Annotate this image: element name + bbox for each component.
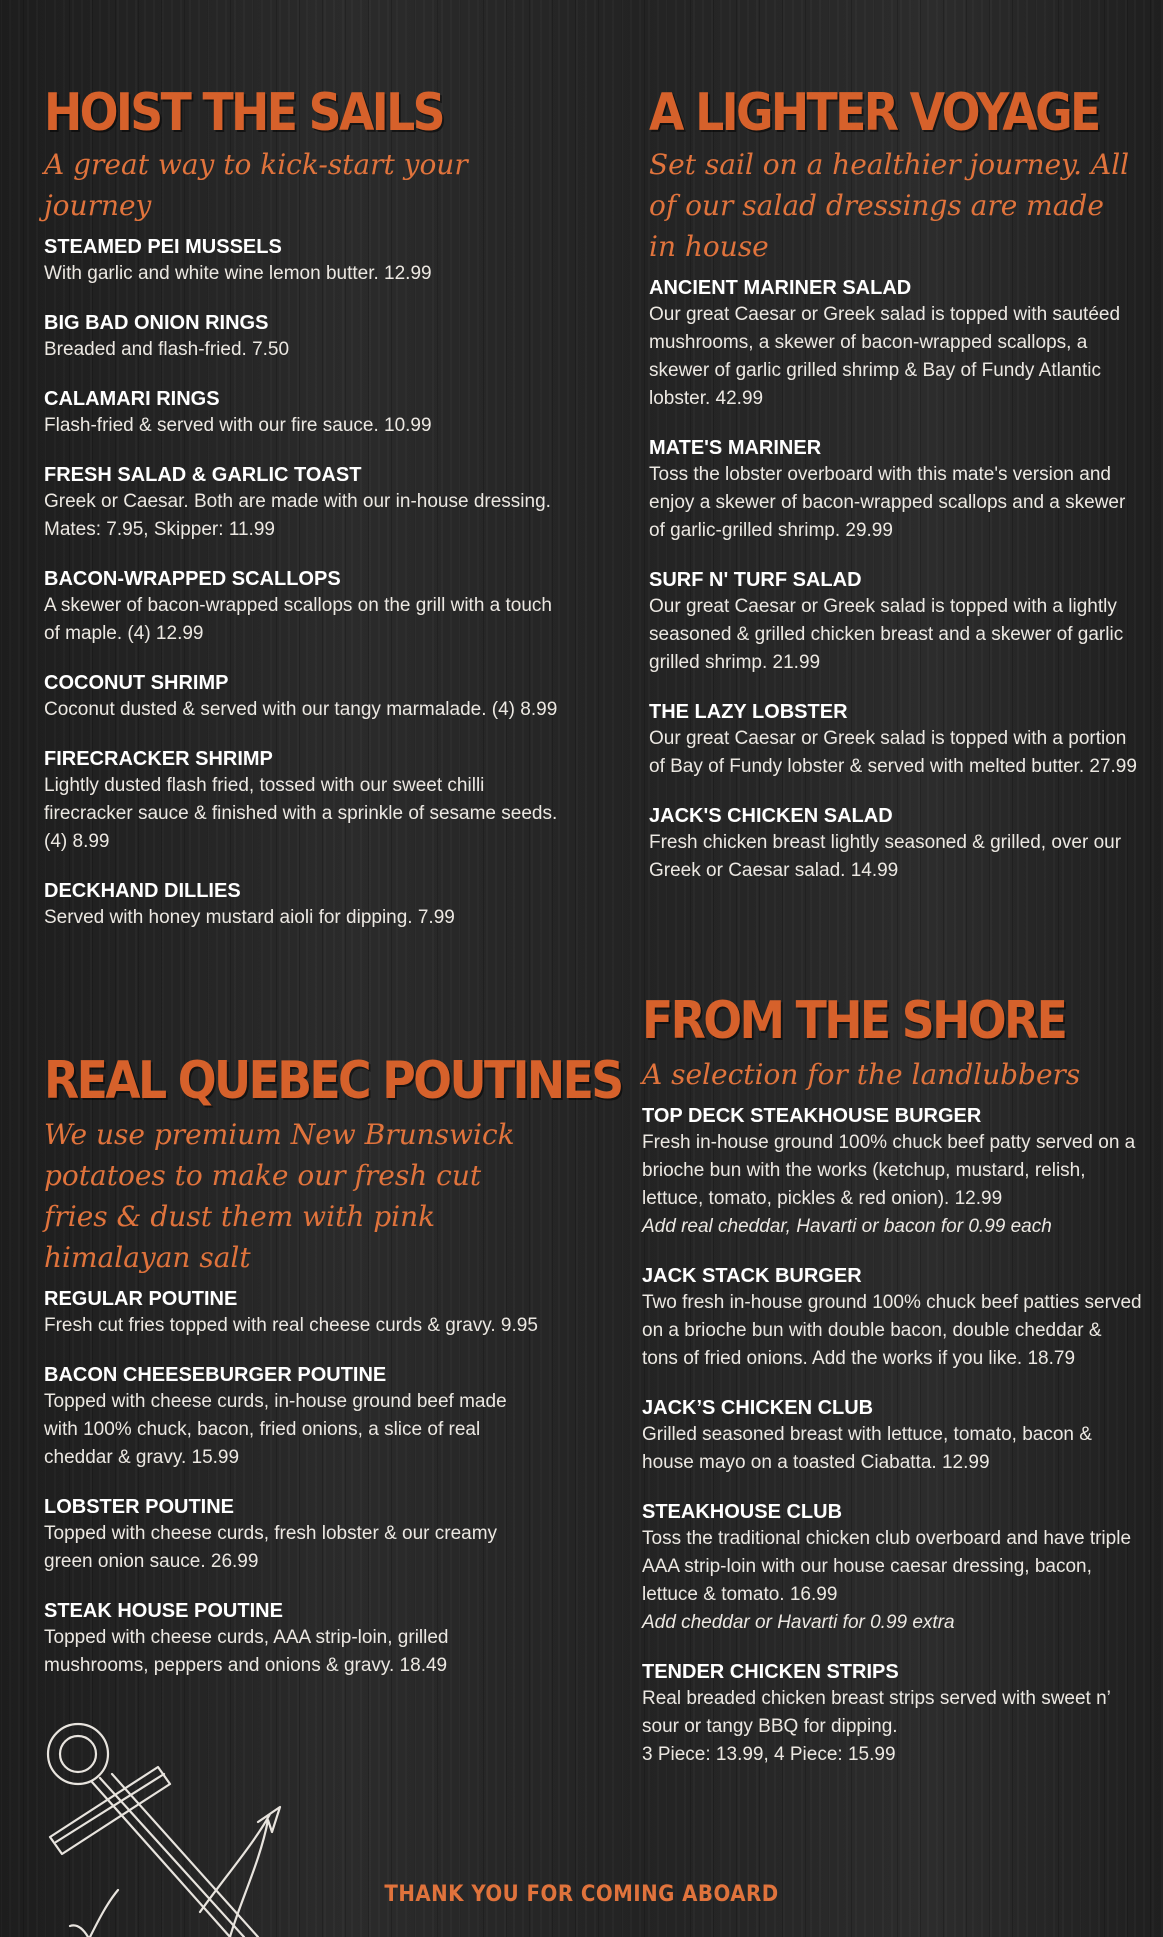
item-description: Fresh in-house ground 100% chuck beef patty served on a brioche bun with the works (ketchup, mustard, relish, lettuce, tomato, pickles & red onion). 12.99: [642, 1132, 1136, 1209]
item-name: TOP DECK STEAKHOUSE BURGER: [642, 1105, 982, 1127]
item-description: Toss the traditional chicken club overboard and have triple AAA strip-loin with our house caesar dressing, bacon, lettuce & tomato. 16.99: [642, 1528, 1132, 1605]
item-description: With garlic and white wine lemon butter. 12.99: [44, 263, 432, 284]
item-name: THE LAZY LOBSTER: [649, 701, 848, 723]
item-name: JACK’S CHICKEN CLUB: [642, 1397, 874, 1419]
menu-item: [44, 1598, 544, 1680]
item-name: STEAMED PEI MUSSELS: [44, 236, 282, 258]
menu-item: [649, 275, 1139, 413]
menu-item: [44, 1286, 544, 1340]
item-name: JACK STACK BURGER: [642, 1265, 862, 1287]
item-description: Topped with cheese curds, fresh lobster & our creamy green onion sauce. 26.99: [44, 1523, 498, 1572]
menu-item: [642, 1395, 1142, 1477]
menu-item: [649, 803, 1139, 885]
item-description: Our great Caesar or Greek salad is topped with a portion of Bay of Fundy lobster & served with melted butter. 27.99: [649, 728, 1137, 777]
menu-item: [44, 746, 564, 856]
item-description: Lightly dusted flash fried, tossed with our sweet chilli firecracker sauce & finished with a sprinkle of sesame seeds. (4) 8.99: [44, 775, 558, 852]
item-name: CALAMARI RINGS: [44, 388, 220, 410]
item-name: COCONUT SHRIMP: [44, 672, 229, 694]
menu-item: [44, 310, 564, 364]
item-description: Coconut dusted & served with our tangy marmalade. (4) 8.99: [44, 699, 558, 720]
menu-item: [44, 386, 564, 440]
menu-item: [44, 1494, 544, 1576]
item-name: TENDER CHICKEN STRIPS: [642, 1661, 899, 1683]
menu-item: [44, 462, 564, 544]
item-name: BACON-WRAPPED SCALLOPS: [44, 568, 341, 590]
item-description: Fresh chicken breast lightly seasoned & grilled, over our Greek or Caesar salad. 14.99: [649, 832, 1122, 881]
item-name: DECKHAND DILLIES: [44, 880, 241, 902]
item-description: Greek or Caesar. Both are made with our in-house dressing. Mates: 7.95, Skipper: 11.99: [44, 491, 551, 540]
section-title: FROM THE SHORE: [642, 991, 1066, 1051]
item-description: Two fresh in-house ground 100% chuck beef patties served on a brioche bun with double bacon, double cheddar & tons of fried onions. Add the works if you like. 18.79: [642, 1292, 1142, 1369]
item-name: BIG BAD ONION RINGS: [44, 312, 269, 334]
item-name: ANCIENT MARINER SALAD: [649, 277, 912, 299]
menu-item: [642, 1659, 1142, 1769]
item-name: STEAKHOUSE CLUB: [642, 1501, 843, 1523]
item-description: Topped with cheese curds, in-house ground beef made with 100% chuck, bacon, fried onions, a slice of real cheddar & gravy. 15.99: [44, 1391, 507, 1468]
menu-item: [44, 1362, 544, 1472]
item-name: JACK'S CHICKEN SALAD: [649, 805, 893, 827]
menu-item: [44, 234, 564, 288]
menu-item: [649, 435, 1139, 545]
section-subtitle: We use premium New Brunswick potatoes to make our fresh cut fries & dust them with pink himalayan salt: [44, 1118, 515, 1274]
item-description: Topped with cheese curds, AAA strip-loin, grilled mushrooms, peppers and onions & gravy. 18.49: [44, 1627, 449, 1676]
item-description: A skewer of bacon-wrapped scallops on the grill with a touch of maple. (4) 12.99: [44, 595, 552, 644]
section-subtitle: A selection for the landlubbers: [642, 1058, 1081, 1091]
item-note: Add real cheddar, Havarti or bacon for 0.99 each: [642, 1216, 1052, 1237]
menu-item: [44, 566, 564, 648]
item-note: Add cheddar or Havarti for 0.99 extra: [642, 1612, 955, 1633]
section-real-quebec-poutines: [44, 1051, 622, 1680]
item-description: Grilled seasoned breast with lettuce, tomato, bacon & house mayo on a toasted Ciabatta. 12.99: [642, 1424, 1092, 1473]
item-name: LOBSTER POUTINE: [44, 1496, 235, 1518]
item-description: Served with honey mustard aioli for dipping. 7.99: [44, 907, 455, 928]
item-description: Our great Caesar or Greek salad is topped with a lightly seasoned & grilled chicken breast and a skewer of garlic grilled shrimp. 21.99: [649, 596, 1124, 673]
item-name: FRESH SALAD & GARLIC TOAST: [44, 464, 362, 486]
menu-item: [649, 567, 1139, 677]
menu-item: [642, 1263, 1142, 1373]
item-description: Fresh cut fries topped with real cheese curds & gravy. 9.95: [44, 1315, 538, 1336]
item-description: Breaded and flash-fried. 7.50: [44, 339, 290, 360]
section-subtitle: A great way to kick-start your journey: [44, 148, 468, 222]
item-name: STEAK HOUSE POUTINE: [44, 1600, 283, 1622]
menu-item: [649, 699, 1139, 781]
section-from-the-shore: [642, 992, 1142, 1769]
section-a-lighter-voyage: [649, 84, 1139, 885]
item-description: Flash-fried & served with our fire sauce. 10.99: [44, 415, 432, 436]
item-name: BACON CHEESEBURGER POUTINE: [44, 1364, 387, 1386]
menu-item: [642, 1103, 1142, 1241]
item-name: REGULAR POUTINE: [44, 1288, 238, 1310]
item-name: FIRECRACKER SHRIMP: [44, 748, 273, 770]
section-title: A LIGHTER VOYAGE: [649, 83, 1099, 143]
footer-thank-you: THANK YOU FOR COMING ABOARD: [384, 1882, 779, 1907]
section-subtitle: Set sail on a healthier journey. All of our salad dressings are made in house: [649, 148, 1130, 263]
item-description: Real breaded chicken breast strips served with sweet n’ sour or tangy BBQ for dipping.: [642, 1688, 1111, 1737]
section-hoist-the-sails: [44, 84, 564, 932]
menu-item: [44, 670, 564, 724]
menu-item: [44, 878, 564, 932]
menu-item: [642, 1499, 1142, 1637]
item-description: Toss the lobster overboard with this mate's version and enjoy a skewer of bacon-wrapped scallops and a skewer of garlic-grilled shrimp. 29.99: [649, 464, 1126, 541]
item-name: SURF N' TURF SALAD: [649, 569, 862, 591]
section-title: HOIST THE SAILS: [44, 83, 443, 143]
section-title: REAL QUEBEC POUTINES: [44, 1051, 622, 1111]
item-price-options: 3 Piece: 13.99, 4 Piece: 15.99: [642, 1744, 896, 1765]
item-description: Our great Caesar or Greek salad is topped with sautéed mushrooms, a skewer of bacon-wrapped scallops, a skewer of garlic grilled shrimp & Bay of Fundy Atlantic lobster. 42.99: [649, 304, 1121, 409]
item-name: MATE'S MARINER: [649, 437, 822, 459]
